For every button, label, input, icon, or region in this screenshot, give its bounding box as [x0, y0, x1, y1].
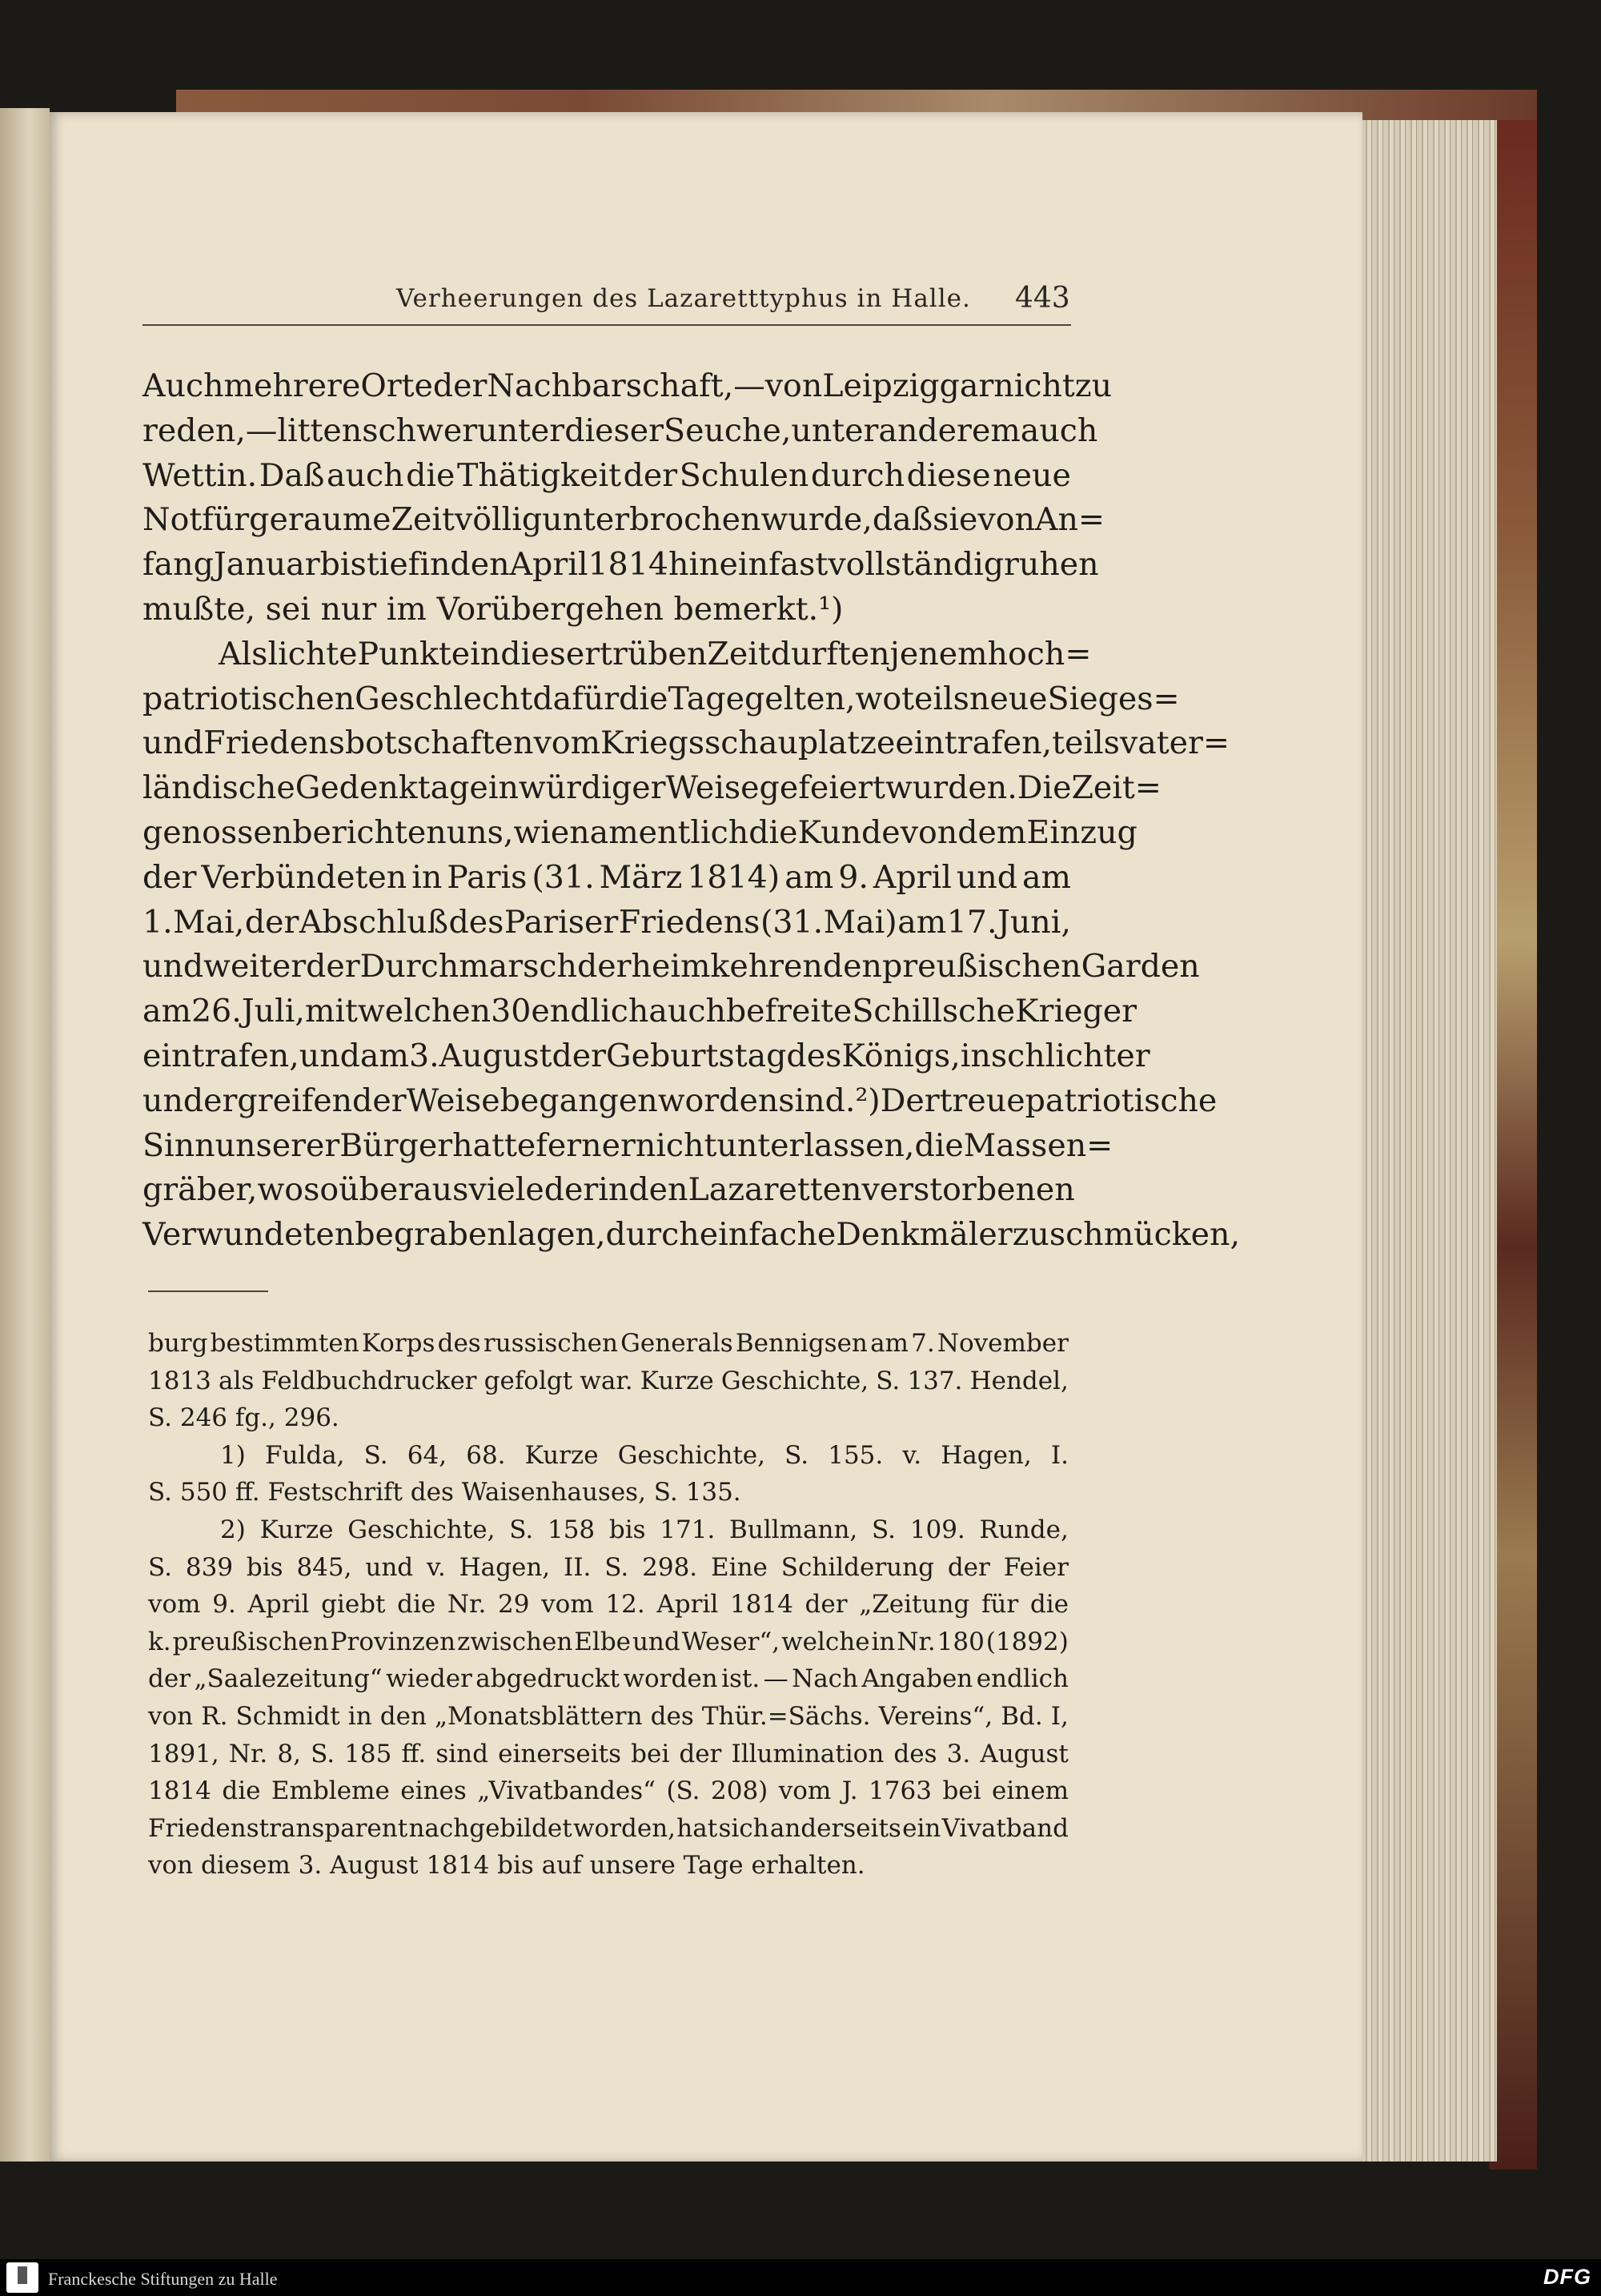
- footnote-line: 1891, Nr. 8, S. 185 ff. sind einerseits bei der Illumination des 3. August: [148, 1739, 1069, 1768]
- footnote-line: 1814 die Embleme eines „Vivatbandes“ (S. 208) vom J. 1763 bei einem: [148, 1776, 1069, 1806]
- body-line: und weiter der Durchmarsch der heimkehrenden preußischen Garden: [142, 948, 1200, 985]
- institution-logo-icon: [6, 2262, 38, 2293]
- body-line: reden, — litten schwer unter dieser Seuche, unter anderem auch: [142, 411, 1098, 449]
- footnotes: [148, 1325, 1069, 1885]
- body-line: fang Januar bis tief in den April 1814 hinein fast vollständig ruhen: [142, 546, 1099, 584]
- body-line: Sinn unserer Bürger hatte ferner nicht unterlassen, die Massen=: [142, 1126, 1113, 1164]
- footnote-line: Friedenstransparent nachgebildet worden, hat sich anderseits ein Vivatband: [148, 1813, 1069, 1843]
- body-text: [142, 364, 1241, 1258]
- page-stack-edges: [1361, 120, 1497, 2162]
- institution-name: Franckesche Stiftungen zu Halle: [48, 2269, 278, 2289]
- body-line: ländische Gedenktage in würdiger Weise gefeiert wurden. Die Zeit=: [142, 769, 1162, 807]
- footnote-line: S. 550 ff. Festschrift des Waisenhauses, S. 135.: [148, 1478, 741, 1507]
- body-line: Als lichte Punkte in dieser trüben Zeit durften jenem hoch=: [219, 635, 1092, 672]
- body-line: patriotischen Geschlecht dafür die Tage gelten, wo teils neue Sieges=: [142, 680, 1180, 717]
- footnote-rule: [148, 1290, 268, 1292]
- body-line: der Verbündeten in Paris (31. März 1814) am 9. April und am: [142, 858, 1071, 896]
- footnote-line: vom 9. April giebt die Nr. 29 vom 12. April 1814 der „Zeitung für die: [148, 1590, 1069, 1620]
- footnote-line: k. preußischen Provinzen zwischen Elbe und Weser“, welche in Nr. 180 (1892): [148, 1627, 1069, 1656]
- footnote-line: 1) Fulda, S. 64, 68. Kurze Geschichte, S. 155. v. Hagen, I.: [220, 1440, 1069, 1470]
- body-line: Wettin. Daß auch die Thätigkeit der Schulen durch diese neue: [142, 456, 1071, 494]
- body-line: mußte, sei nur im Vorübergehen bemerkt.¹): [142, 590, 844, 628]
- dfg-logo: DFG: [1543, 2265, 1591, 2289]
- body-line: Auch mehrere Orte der Nachbarschaft, — von Leipzig gar nicht zu: [142, 367, 1113, 404]
- header-rule: [142, 324, 1071, 326]
- body-line: Not für geraume Zeit völlig unterbrochen wurde, daß sie von An=: [142, 501, 1105, 539]
- footnote-line: 2) Kurze Geschichte, S. 158 bis 171. Bullmann, S. 109. Runde,: [220, 1515, 1069, 1544]
- facing-page-edge: [0, 108, 50, 2162]
- footnote-line: S. 246 fg., 296.: [148, 1403, 339, 1433]
- footnote-line: von R. Schmidt in den „Monatsblättern des Thür.=Sächs. Vereins“, Bd. I,: [148, 1701, 1069, 1731]
- body-line: und Friedensbotschaften vom Kriegsschauplatze eintrafen, teils vater=: [142, 725, 1230, 762]
- footnote-line: von diesem 3. August 1814 bis auf unsere Tage erhalten.: [148, 1851, 865, 1881]
- body-line: und ergreifender Weise begangen worden sind.²) Der treue patriotische: [142, 1082, 1218, 1119]
- body-line: genossen berichten uns, wie namentlich die Kunde von dem Einzug: [142, 813, 1138, 851]
- body-line: 1. Mai, der Abschluß des Pariser Friedens (31. Mai) am 17. Juni,: [142, 903, 1071, 941]
- footnote-line: burg bestimmten Korps des russischen Generals Bennigsen am 7. November: [148, 1329, 1069, 1358]
- body-line: Verwundeten begraben lagen, durch einfache Denkmäler zu schmücken,: [142, 1216, 1241, 1254]
- page-number: 443: [1015, 282, 1070, 315]
- body-line: eintrafen, und am 3. August der Geburtstag des Königs, in schlichter: [142, 1037, 1150, 1074]
- footnote-line: S. 839 bis 845, und v. Hagen, II. S. 298. Eine Schilderung der Feier: [148, 1552, 1069, 1582]
- footnote-line: der „Saalezeitung“ wieder abgedruckt worden ist. — Nach Angaben endlich: [148, 1664, 1069, 1694]
- running-head: Verheerungen des Lazaretttyphus in Halle.: [396, 284, 971, 313]
- body-line: gräber, wo so überaus viele der in den Lazaretten verstorbenen: [142, 1171, 1075, 1209]
- body-line: am 26. Juli, mit welchen 30 endlich auch befreite Schillsche Krieger: [142, 993, 1137, 1030]
- footnote-line: 1813 als Feldbuchdrucker gefolgt war. Kurze Geschichte, S. 137. Hendel,: [148, 1366, 1069, 1395]
